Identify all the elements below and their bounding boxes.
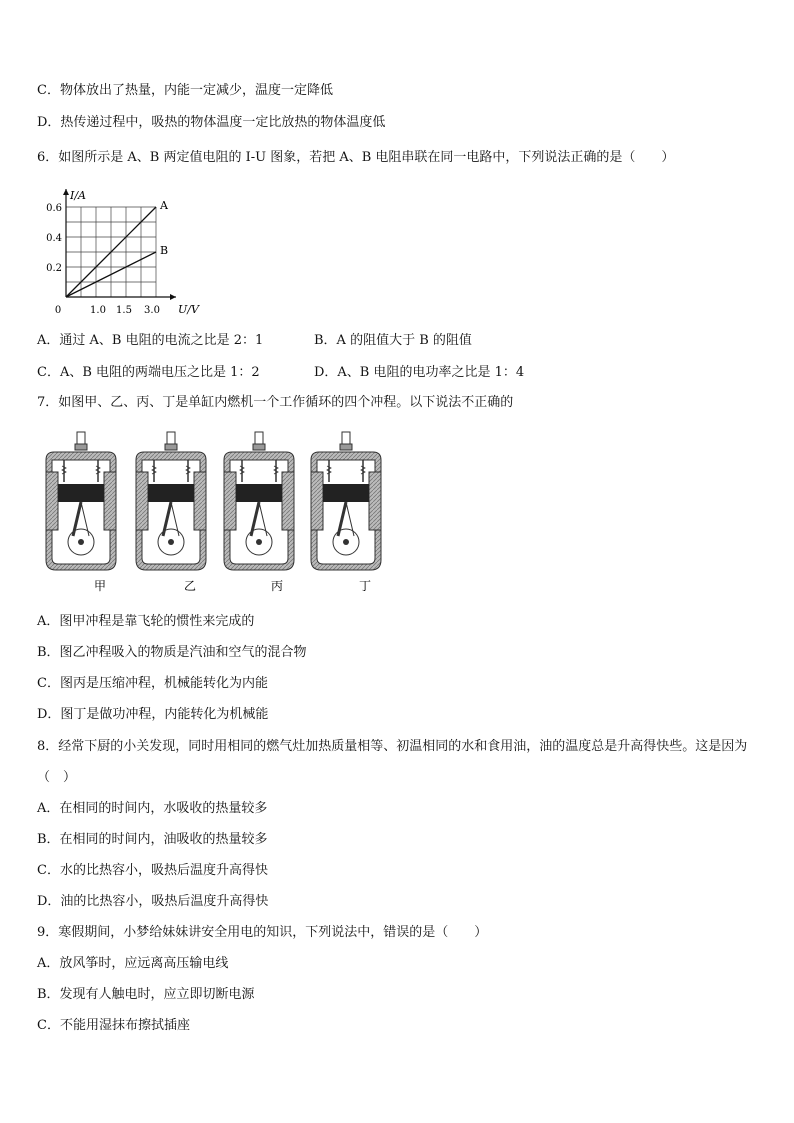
series-label-B: B <box>160 244 169 257</box>
y-tick-label: 0.2 <box>46 263 62 274</box>
q5-option-d: D．热传递过程中，吸热的物体温度一定比放热的物体温度低 <box>37 115 386 130</box>
q7-option-a: A．图甲冲程是靠飞轮的惯性来完成的 <box>37 614 255 629</box>
x-tick-label: 3.0 <box>144 305 160 316</box>
y-axis-title: I/A <box>70 189 86 202</box>
q6-option-b: B．A 的阻值大于 B 的阻值 <box>314 333 472 348</box>
q8-option-a: A．在相同的时间内，水吸收的热量较多 <box>37 801 268 816</box>
x-tick-label: 1.5 <box>116 305 132 316</box>
engine-strokes-figure <box>40 430 400 600</box>
caption-jia: 甲 <box>93 579 107 593</box>
caption-yi: 乙 <box>183 579 197 593</box>
q7-option-d: D．图丁是做功冲程，内能转化为机械能 <box>37 707 269 722</box>
x-tick-label: 0 <box>54 305 62 316</box>
q7-option-b: B．图乙冲程吸入的物质是汽油和空气的混合物 <box>37 645 307 660</box>
q6-option-d: D．A、B 电阻的电功率之比是 1：4 <box>314 365 525 380</box>
x-tick-label: 1.0 <box>90 305 106 316</box>
y-axis-arrow <box>63 189 69 195</box>
series-label-A: A <box>160 199 168 212</box>
q6-option-c: C．A、B 电阻的两端电压之比是 1：2 <box>37 365 260 380</box>
q8-stem: 8．经常下厨的小关发现，同时用相同的燃气灶加热质量相等、初温相同的水和食用油，油的温度总是升高得快些。这是因为（ ） <box>37 739 748 785</box>
q9-stem: 9．寒假期间，小梦给妹妹讲安全用电的知识，下列说法中，错误的是（ ） <box>37 925 488 940</box>
x-axis-arrow <box>170 294 176 300</box>
q8-option-d: D．油的比热容小，吸热后温度升高得快 <box>37 894 269 909</box>
q9-option-a: A．放风筝时，应远离高压输电线 <box>37 956 229 971</box>
iu-graph <box>40 185 200 320</box>
y-tick-label: 0.4 <box>46 233 62 244</box>
q8-option-b: B．在相同的时间内，油吸收的热量较多 <box>37 832 268 847</box>
q6-stem: 6．如图所示是 A、B 两定值电阻的 I-U 图象，若把 A、B 电阻串联在同一电路中，下列说法正确的是（ ） <box>37 150 675 165</box>
q8-option-c: C．水的比热容小，吸热后温度升高得快 <box>37 863 268 878</box>
y-tick-label: 0.6 <box>46 203 62 214</box>
q7-option-c: C．图丙是压缩冲程，机械能转化为内能 <box>37 676 268 691</box>
caption-bing: 丙 <box>270 579 284 593</box>
q6-option-a: A．通过 A、B 电阻的电流之比是 2：1 <box>37 333 264 348</box>
q5-option-c: C．物体放出了热量，内能一定减少，温度一定降低 <box>37 83 333 98</box>
q9-option-c: C．不能用湿抹布擦拭插座 <box>37 1018 190 1033</box>
q7-stem: 7．如图甲、乙、丙、丁是单缸内燃机一个工作循环的四个冲程。以下说法不正确的 <box>37 395 514 410</box>
caption-ding: 丁 <box>358 579 372 593</box>
x-axis-title: U/V <box>178 303 199 316</box>
q9-option-b: B．发现有人触电时，应立即切断电源 <box>37 987 255 1002</box>
